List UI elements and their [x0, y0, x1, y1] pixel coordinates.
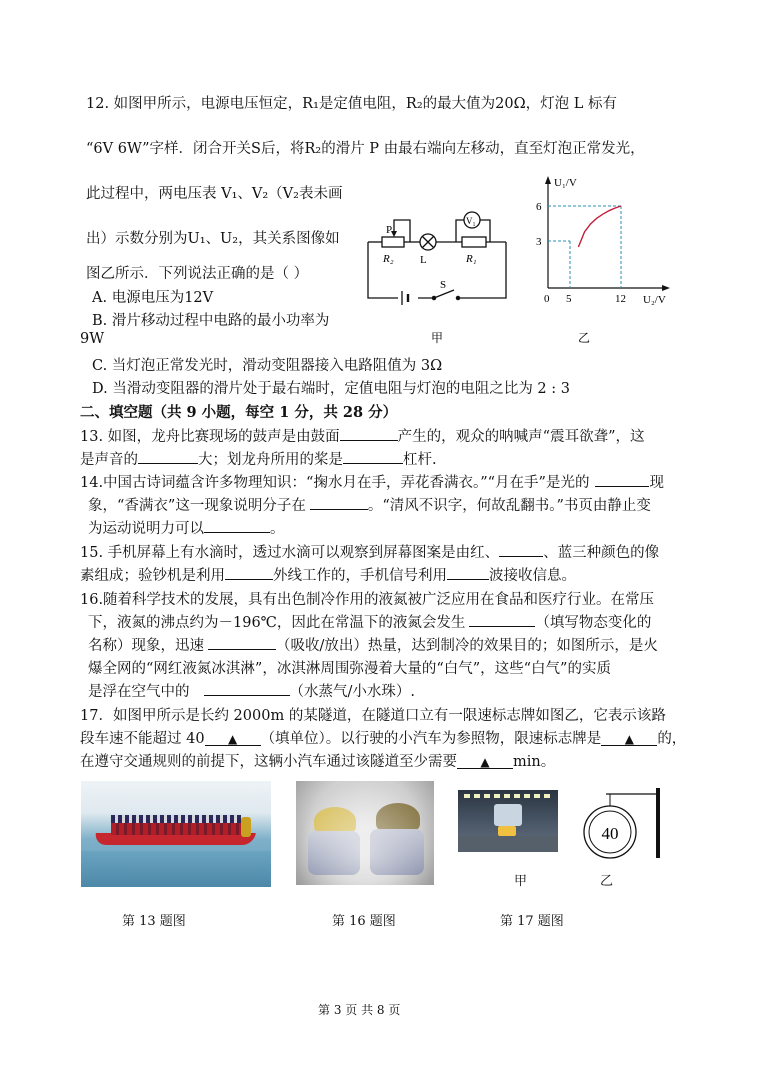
q12-option-b-cont: 9W [80, 331, 105, 347]
q15-text-e: 波接收信息。 [489, 568, 576, 584]
u1-u2-graph [528, 170, 678, 348]
q16-blank-1[interactable] [469, 612, 535, 627]
q17-line3 [80, 750, 555, 771]
q16-line1: 16.随着科学技术的发展，具有出色制冷作用的液氮被广泛应用在食品和医疗行业。在常压 [80, 592, 655, 608]
q14-line3 [88, 517, 285, 538]
graph-ylabel: U₁/V [554, 177, 577, 189]
q12-option-c: C. 当灯泡正常发光时，滑动变阻器接入电路阻值为 3Ω [92, 358, 443, 374]
page-footer: 第 3 页 共 8 页 [318, 1003, 401, 1017]
q16-text-b: 下，液氮的沸点约为－196℃，因此在常温下的液氮会发生 [88, 615, 466, 631]
figure-17-caption: 第 17 题图 [500, 914, 564, 929]
q17-text-b: 段车速不能超过 40 [80, 731, 205, 747]
q13-blank-3[interactable] [343, 449, 403, 464]
q12-line4: 出）示数分别为U₁、U₂，其关系图像如 [86, 231, 340, 247]
q13-text-d: 大；划龙舟所用的桨是 [198, 452, 343, 468]
q15-text-c: 素组成；验钞机是利用 [80, 568, 225, 584]
q16-line4: 爆全网的“网红液氮冰淇淋”，冰淇淋周围弥漫着大量的“白气”，这些“白气”的实质 [88, 661, 611, 677]
q16-text-g: 是浮在空气中的 [88, 684, 190, 700]
q15-blank-2[interactable] [225, 565, 273, 580]
q17-blank-2[interactable] [601, 731, 657, 746]
q17-text-f: min。 [513, 754, 556, 770]
q13-blank-2[interactable] [138, 449, 198, 464]
circuit-diagram [358, 200, 518, 350]
q12-line2: “6V 6W”字样．闭合开关S后，将R₂的滑片 P 由最右端向左移动，直至灯泡正常发光， [86, 141, 645, 157]
q15-text-a: 15. 手机屏幕上有水滴时，透过水滴可以观察到屏幕图案是由红、 [80, 545, 500, 561]
graph-xtick-5: 5 [566, 293, 572, 305]
q17-blank-3-marker: ▲ [480, 755, 490, 769]
q17-text-c: （填单位）。以行驶的小汽车为参照物，限速标志牌是 [260, 731, 602, 747]
q13-line2 [80, 448, 437, 469]
graph-xlabel: U₂/V [643, 294, 666, 306]
q13-text-a: 13. 如图，龙舟比赛现场的鼓声是由鼓面 [80, 429, 340, 445]
circuit-label-s: S [440, 279, 447, 291]
q14-text-d: 。“清风不识字，何故乱翻书。”书页由静止变 [367, 498, 651, 514]
q15-blank-1[interactable] [499, 542, 543, 557]
q14-text-c: 象，“香满衣”这一现象说明分子在 [88, 498, 306, 514]
q13-text-b: 产生的，观众的呐喊声“震耳欲聋”，这 [397, 429, 645, 445]
q16-line3 [88, 634, 658, 655]
q13-text-e: 杠杆. [403, 452, 437, 468]
circuit-label-l: L [420, 254, 427, 266]
q16-text-c: （填写物态变化的 [535, 615, 652, 631]
circuit-caption: 甲 [431, 331, 444, 345]
q15-text-b: 、蓝三种颜色的像 [543, 545, 660, 561]
tunnel-caption: 甲 [514, 874, 528, 889]
tunnel-photo [458, 790, 558, 852]
graph-guides [548, 206, 621, 288]
q15-line2 [80, 564, 576, 585]
q15-blank-3[interactable] [447, 565, 489, 580]
q14-text-e: 为运动说明力可以 [88, 521, 204, 537]
graph-ytick-6: 6 [536, 201, 542, 213]
q17-blank-3[interactable] [457, 754, 513, 769]
q16-line2 [88, 611, 651, 632]
graph-ytick-3: 3 [536, 236, 542, 248]
q12-option-d: D. 当滑动变阻器的滑片处于最右端时，定值电阻与灯泡的电阻之比为 2 : 3 [92, 381, 570, 397]
circuit-label-p: P [386, 224, 393, 236]
q14-text-a: 14.中国古诗词蕴含许多物理知识：“掬水月在手，弄花香满衣。”“月在手”是光的 [80, 475, 590, 491]
q16-blank-3[interactable] [204, 681, 290, 696]
q17-blank-1-marker: ▲ [227, 732, 238, 746]
figure-13-caption: 第 13 题图 [122, 914, 186, 929]
q14-blank-3[interactable] [204, 518, 270, 533]
q17-line1: 17．如图甲所示是长约 2000m 的某隧道，在隧道口立有一限速标志牌如图乙，它表示该路 [80, 708, 666, 724]
section-heading: 二、填空题（共 9 小题，每空 1 分，共 28 分） [80, 404, 398, 421]
q17-text-e: 在遵守交通规则的前提下，这辆小汽车通过该隧道至少需要 [80, 754, 457, 770]
q12-option-b: B. 滑片移动过程中电路的最小功率为 [92, 313, 330, 329]
q17-blank-2-marker: ▲ [624, 732, 634, 746]
q12-option-a: A. 电源电压为12V [92, 290, 214, 306]
q15-line1 [80, 541, 659, 562]
q12-line3: 此过程中，两电压表 V₁、V₂（V₂表未画 [86, 186, 343, 202]
circuit-label-r1: R₁ [466, 253, 477, 265]
q14-text-f: 。 [270, 521, 285, 537]
q15-text-d: 外线工作的，手机信号利用 [273, 568, 447, 584]
ice-cream-photo [296, 781, 434, 885]
graph-xtick-0: 0 [544, 293, 550, 305]
q14-blank-2[interactable] [310, 495, 368, 510]
q12-line1: 12. 如图甲所示，电源电压恒定，R₁是定值电阻，R₂的最大值为20Ω，灯泡 L 标有 [86, 96, 617, 112]
q16-line5 [88, 680, 415, 701]
q17-text-d: 的， [657, 731, 687, 747]
q16-text-h: （水蒸气/小水珠）. [289, 684, 415, 700]
graph-caption: 乙 [578, 331, 591, 345]
q14-text-b: 现 [649, 475, 664, 491]
sign-caption: 乙 [600, 874, 614, 889]
circuit-label-r2: R₂ [383, 253, 394, 265]
q16-text-e: （吸收/放出）热量，达到制冷的效果目的；如图所示，是火 [276, 638, 658, 654]
q17-line2 [80, 727, 686, 748]
q13-text-c: 是声音的 [80, 452, 138, 468]
graph-curve [578, 206, 621, 247]
speed-limit-sign [576, 784, 668, 866]
circuit-label-v1: V₁ [466, 216, 476, 226]
q16-blank-2[interactable] [208, 635, 276, 650]
q13-line1 [80, 425, 645, 446]
dragon-boat-photo [81, 781, 271, 887]
q16-text-d: 名称）现象，迅速 [88, 638, 204, 654]
figure-16-caption: 第 16 题图 [332, 914, 396, 929]
graph-xtick-12: 12 [615, 293, 626, 305]
q14-line2 [88, 494, 651, 515]
q12-line5: 图乙所示．下列说法正确的是（ ） [86, 266, 309, 282]
q17-blank-1[interactable] [205, 731, 261, 746]
q14-line1 [80, 471, 664, 492]
q14-blank-1[interactable] [595, 472, 649, 487]
speed-limit-value: 40 [601, 824, 619, 843]
q13-blank-1[interactable] [340, 426, 398, 441]
